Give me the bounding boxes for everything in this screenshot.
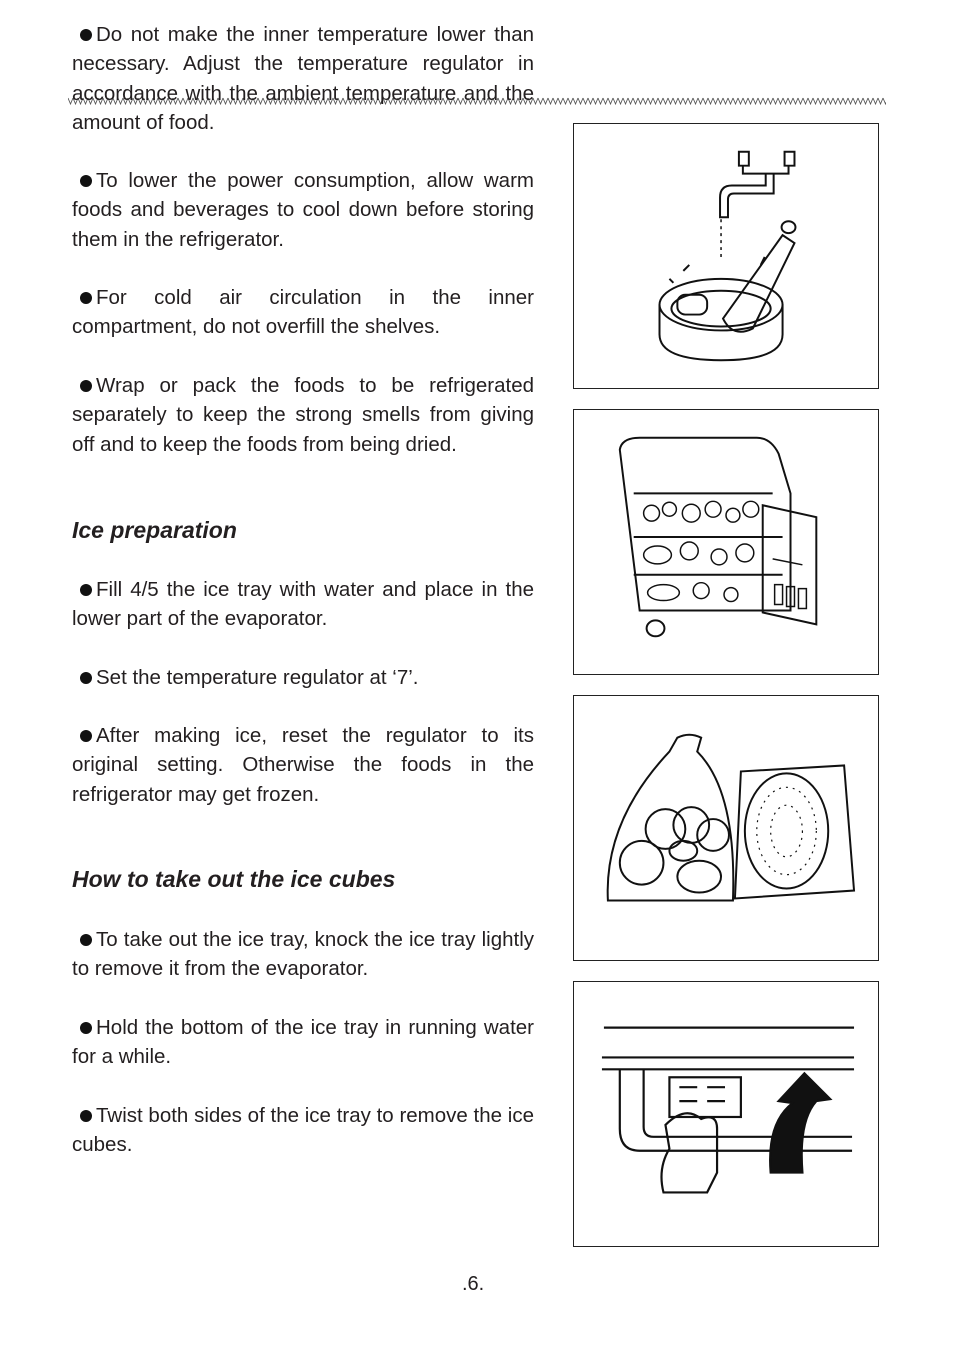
bullet-icon	[80, 730, 92, 742]
page-number: .6.	[462, 1273, 485, 1295]
section-heading-ice-cubes: How to take out the ice cubes	[72, 866, 396, 892]
bullet-icon	[80, 584, 92, 596]
illustration-refrigerator	[573, 409, 879, 675]
tip-paragraph: To lower the power consumption, allow warm foods and beverages to cool down before storing them in the refrigerator.	[72, 169, 534, 251]
bullet-icon	[80, 1022, 92, 1034]
illustration-ice-tray-removal	[573, 981, 879, 1247]
tip-paragraph: Do not make the inner temperature lower than necessary. Adjust the temperature regulator in accordance with the ambient temperature and the amount of food.	[72, 23, 534, 134]
bullet-icon	[80, 672, 92, 684]
bullet-icon	[80, 292, 92, 304]
section-heading-ice-preparation: Ice preparation	[72, 517, 237, 543]
bullet-icon	[80, 175, 92, 187]
bullet-icon	[80, 380, 92, 392]
bullet-icon	[80, 934, 92, 946]
tip-paragraph: Wrap or pack the foods to be refrigerated separately to keep the strong smells from giving off and to keep the foods from being dried.	[72, 374, 534, 456]
list-item: Fill 4/5 the ice tray with water and place in the lower part of the evaporator.	[72, 578, 534, 631]
illustration-wrapped-food	[573, 695, 879, 961]
list-item: Twist both sides of the ice tray to remove the ice cubes.	[72, 1104, 534, 1157]
list-item: To take out the ice tray, knock the ice tray lightly to remove it from the evaporator.	[72, 928, 534, 981]
list-item: Hold the bottom of the ice tray in running water for a while.	[72, 1016, 534, 1069]
tip-paragraph: For cold air circulation in the inner compartment, do not overfill the shelves.	[72, 286, 534, 339]
illustration-cooling-bottle	[573, 123, 879, 389]
bullet-icon	[80, 1110, 92, 1122]
list-item: Set the temperature regulator at ‘7’.	[72, 663, 534, 692]
bullet-icon	[80, 29, 92, 41]
list-item: After making ice, reset the regulator to its original setting. Otherwise the foods in the refrigerator may get frozen.	[72, 724, 534, 806]
